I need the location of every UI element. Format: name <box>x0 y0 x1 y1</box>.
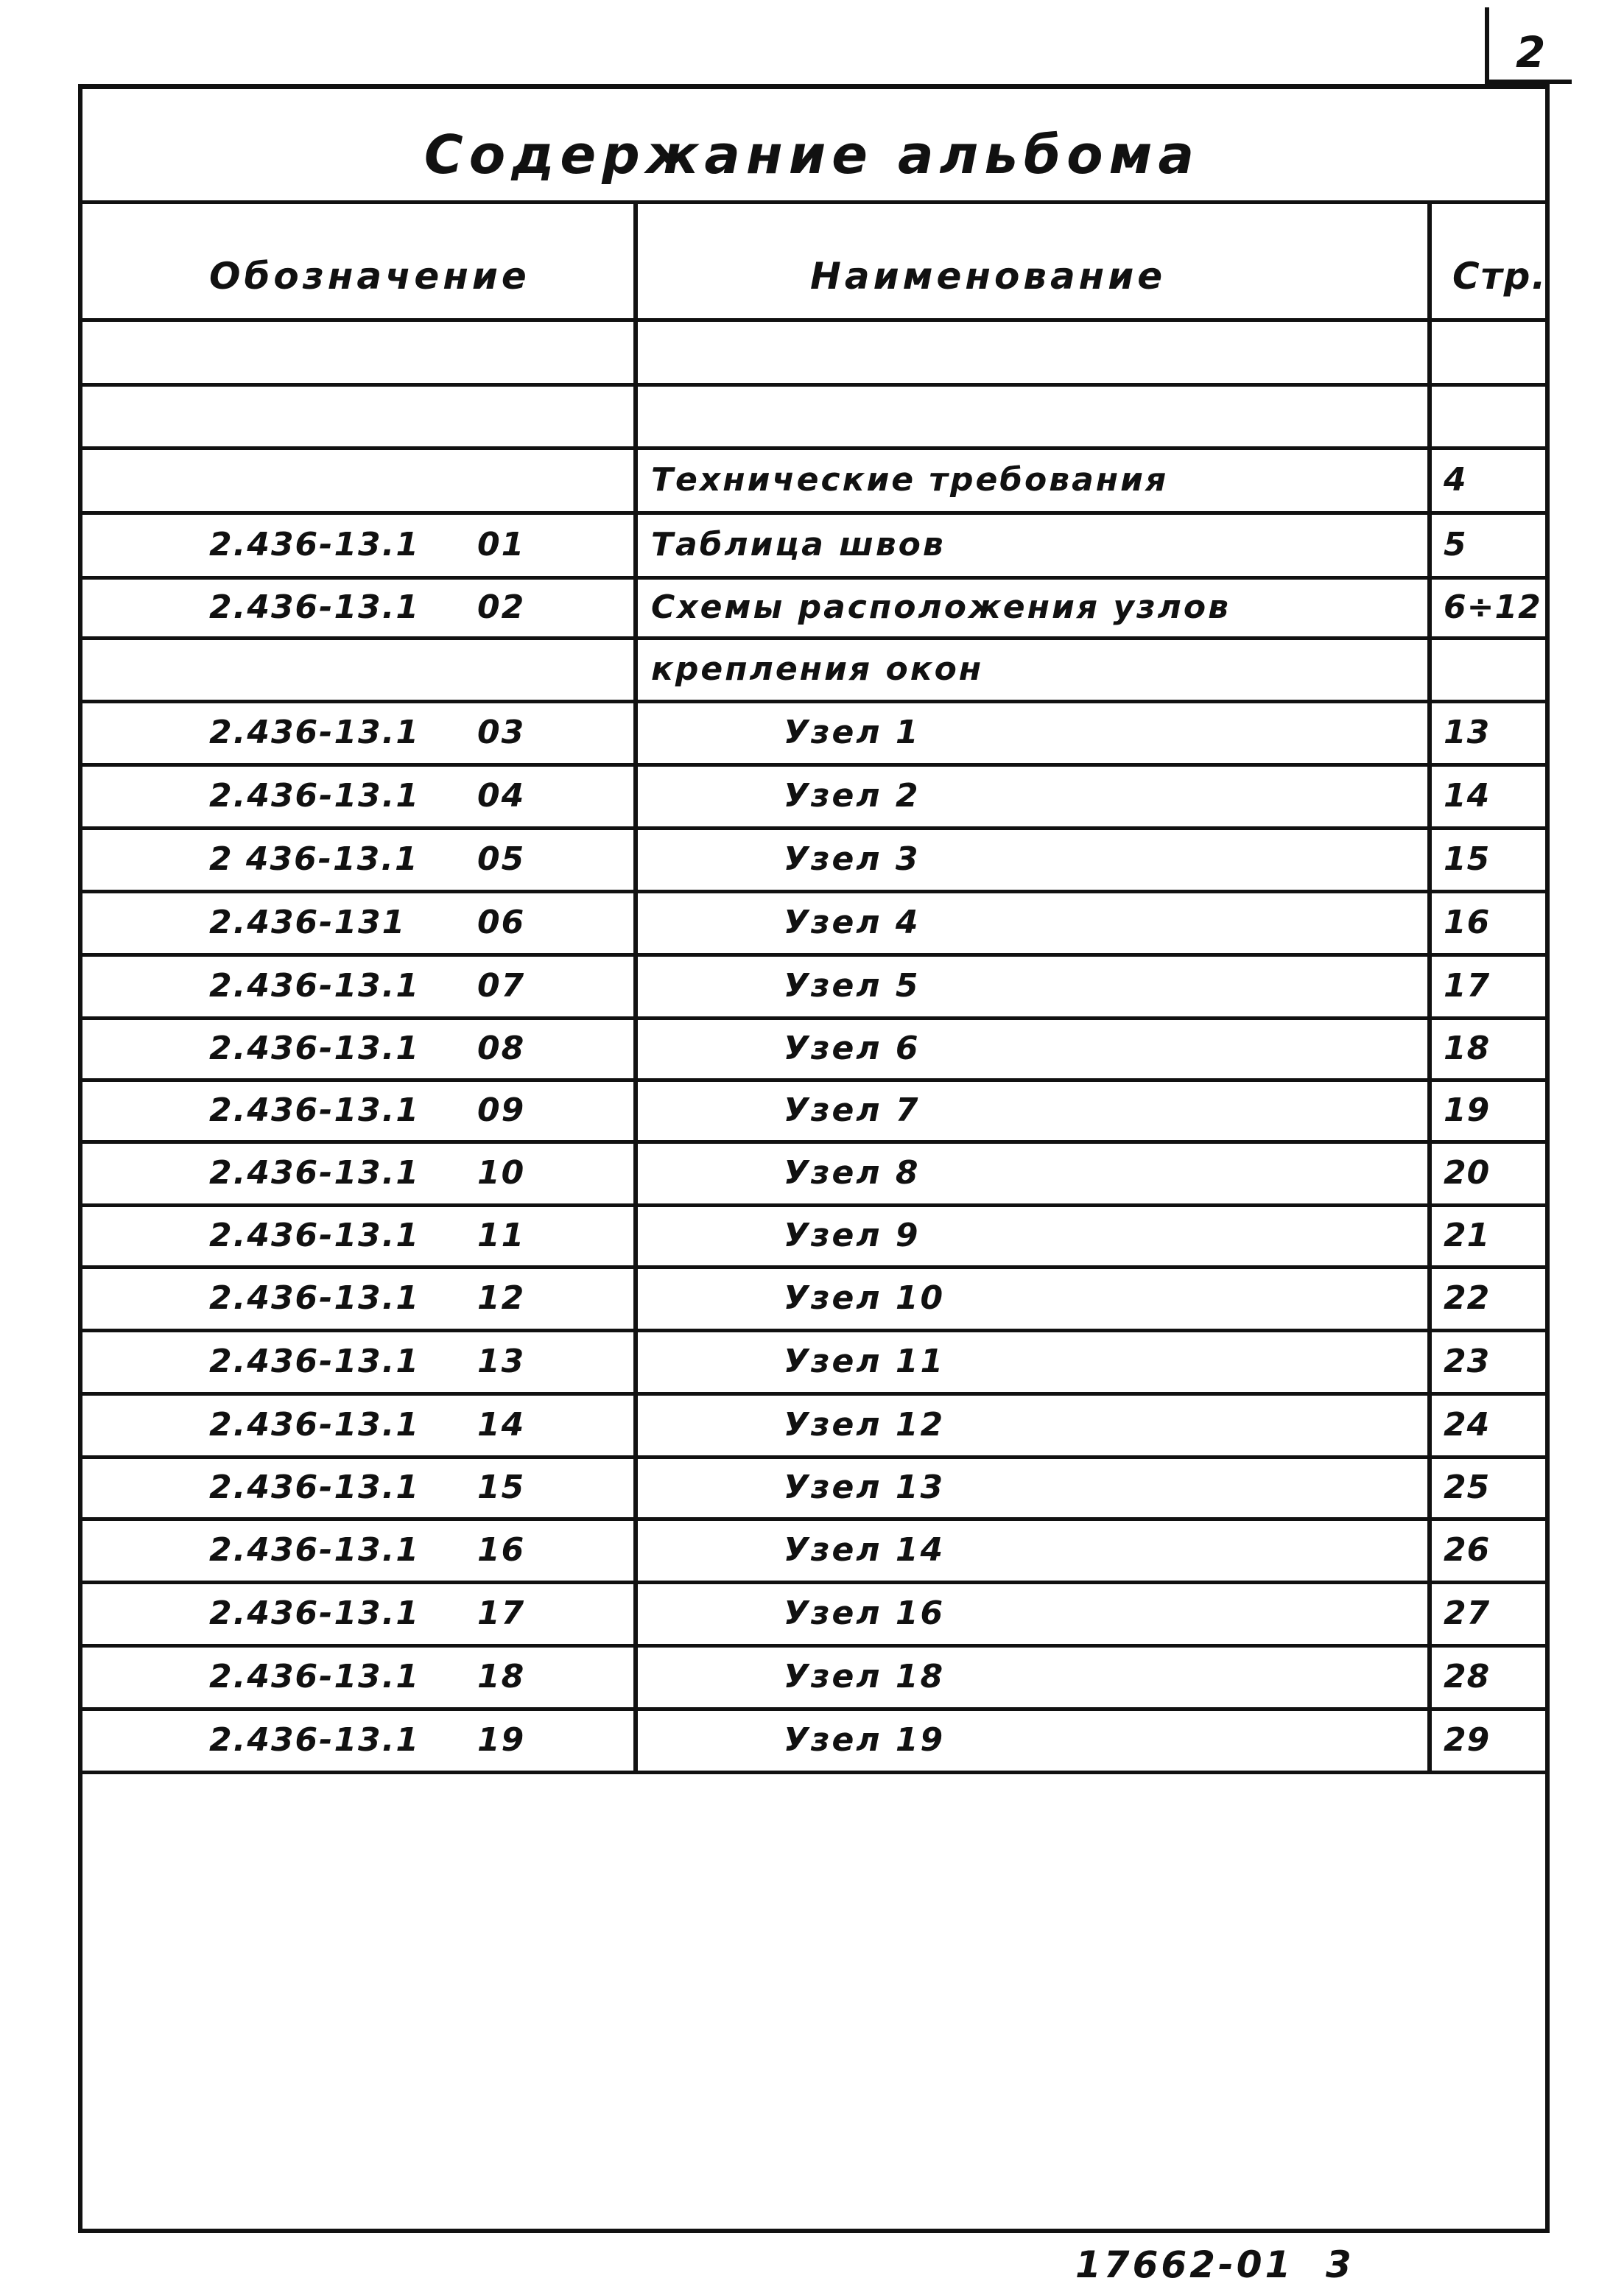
header-page: Стр. <box>1452 255 1547 298</box>
row-designation: 2.436-131 <box>209 904 407 941</box>
page-number: 2 <box>1516 27 1546 77</box>
row-sheet-number: 17 <box>477 1595 526 1632</box>
row-designation: 2.436-13.1 <box>209 1406 420 1444</box>
row-name: Узел 18 <box>784 1658 946 1695</box>
row-page: 15 <box>1444 840 1491 878</box>
row-designation: 2.436-13.1 <box>209 1469 420 1506</box>
row-sheet-number: 14 <box>477 1406 526 1444</box>
footer-sheet-number: 3 <box>1326 2243 1351 2286</box>
row-designation: 2.436-13.1 <box>209 1343 420 1380</box>
row-name: Узел 11 <box>784 1343 946 1380</box>
row-rule <box>78 446 1550 450</box>
row-rule <box>78 1016 1550 1020</box>
row-rule <box>78 1581 1550 1584</box>
row-page: 13 <box>1444 714 1491 751</box>
footer-doc-code: 17662-01 <box>1075 2243 1294 2286</box>
row-designation: 2.436-13.1 <box>209 588 420 626</box>
row-page: 25 <box>1444 1469 1491 1506</box>
row-rule <box>78 1203 1550 1207</box>
row-page: 21 <box>1444 1217 1491 1254</box>
row-sheet-number: 19 <box>477 1721 526 1759</box>
row-page: 17 <box>1444 967 1491 1005</box>
title-rule <box>78 200 1550 204</box>
row-page: 20 <box>1444 1154 1491 1192</box>
row-sheet-number: 13 <box>477 1343 526 1380</box>
row-name: Узел 7 <box>784 1091 921 1129</box>
row-name: Узел 9 <box>784 1217 921 1254</box>
row-designation: 2.436-13.1 <box>209 1279 420 1317</box>
row-rule <box>78 636 1550 640</box>
row-page: 28 <box>1444 1658 1491 1695</box>
row-name: Узел 14 <box>784 1531 946 1569</box>
row-designation: 2.436-13.1 <box>209 967 420 1005</box>
row-sheet-number: 07 <box>477 967 526 1005</box>
row-sheet-number: 08 <box>477 1030 526 1067</box>
row-name: Таблица швов <box>651 526 946 563</box>
row-designation: 2.436-13.1 <box>209 777 420 815</box>
row-page: 29 <box>1444 1721 1491 1759</box>
row-name: Схемы расположения узлов <box>651 588 1231 626</box>
row-sheet-number: 09 <box>477 1091 526 1129</box>
row-page: 19 <box>1444 1091 1491 1129</box>
row-page: 16 <box>1444 904 1491 941</box>
row-page: 18 <box>1444 1030 1491 1067</box>
row-page: 23 <box>1444 1343 1491 1380</box>
row-designation: 2.436-13.1 <box>209 1091 420 1129</box>
row-page: 24 <box>1444 1406 1491 1444</box>
row-name: Узел 8 <box>784 1154 921 1192</box>
row-sheet-number: 01 <box>477 526 526 563</box>
row-name: Узел 12 <box>784 1406 946 1444</box>
row-rule <box>78 576 1550 580</box>
row-designation: 2.436-13.1 <box>209 1030 420 1067</box>
column-rule-page <box>1427 200 1432 1771</box>
row-rule <box>78 1455 1550 1459</box>
row-sheet-number: 05 <box>477 840 526 878</box>
row-designation: 2.436-13.1 <box>209 1721 420 1759</box>
row-rule <box>78 890 1550 893</box>
row-rule <box>78 1329 1550 1332</box>
row-rule <box>78 700 1550 703</box>
row-rule <box>78 1140 1550 1144</box>
row-name: Узел 19 <box>784 1721 946 1759</box>
row-rule <box>78 1265 1550 1269</box>
row-rule <box>78 1644 1550 1648</box>
row-rule <box>78 383 1550 387</box>
row-designation: 2 436-13.1 <box>209 840 419 878</box>
row-sheet-number: 04 <box>477 777 526 815</box>
row-name: Узел 2 <box>784 777 921 815</box>
row-designation: 2.436-13.1 <box>209 1531 420 1569</box>
row-sheet-number: 12 <box>477 1279 526 1317</box>
row-designation: 2.436-13.1 <box>209 1595 420 1632</box>
row-designation: 2.436-13.1 <box>209 1154 420 1192</box>
row-name: Узел 3 <box>784 840 921 878</box>
row-sheet-number: 02 <box>477 588 526 626</box>
row-page: 22 <box>1444 1279 1491 1317</box>
row-name: Узел 13 <box>784 1469 946 1506</box>
row-sheet-number: 03 <box>477 714 526 751</box>
row-rule <box>78 1392 1550 1396</box>
row-page: 5 <box>1444 526 1467 563</box>
row-rule <box>78 763 1550 767</box>
header-rule <box>78 318 1550 322</box>
row-sheet-number: 10 <box>477 1154 526 1192</box>
column-rule-name <box>633 200 638 1771</box>
row-page: 27 <box>1444 1595 1491 1632</box>
row-designation: 2.436-13.1 <box>209 714 420 751</box>
row-designation: 2.436-13.1 <box>209 526 420 563</box>
header-name: Наименование <box>810 255 1167 298</box>
row-page: 26 <box>1444 1531 1491 1569</box>
row-rule <box>78 1517 1550 1521</box>
document-title: Содержание альбома <box>423 124 1201 186</box>
row-name: Узел 4 <box>784 904 921 941</box>
row-page: 6÷12 <box>1444 588 1542 626</box>
row-rule <box>78 953 1550 957</box>
row-page: 14 <box>1444 777 1491 815</box>
row-designation: 2.436-13.1 <box>209 1658 420 1695</box>
row-sheet-number: 11 <box>477 1217 526 1254</box>
row-sheet-number: 16 <box>477 1531 526 1569</box>
row-rule <box>78 826 1550 830</box>
header-designation: Обозначение <box>209 255 530 298</box>
row-sheet-number: 15 <box>477 1469 526 1506</box>
row-rule <box>78 511 1550 515</box>
row-name: Узел 5 <box>784 967 921 1005</box>
row-name: Технические требования <box>651 461 1169 499</box>
row-rule <box>78 1078 1550 1082</box>
row-name: Узел 10 <box>784 1279 946 1317</box>
row-name: крепления окон <box>651 650 984 688</box>
table-bottom-rule <box>78 1771 1550 1774</box>
row-name: Узел 16 <box>784 1595 946 1632</box>
row-designation: 2.436-13.1 <box>209 1217 420 1254</box>
row-page: 4 <box>1444 461 1467 499</box>
row-sheet-number: 06 <box>477 904 526 941</box>
row-name: Узел 6 <box>784 1030 921 1067</box>
row-name: Узел 1 <box>784 714 921 751</box>
row-rule <box>78 1707 1550 1711</box>
row-sheet-number: 18 <box>477 1658 526 1695</box>
